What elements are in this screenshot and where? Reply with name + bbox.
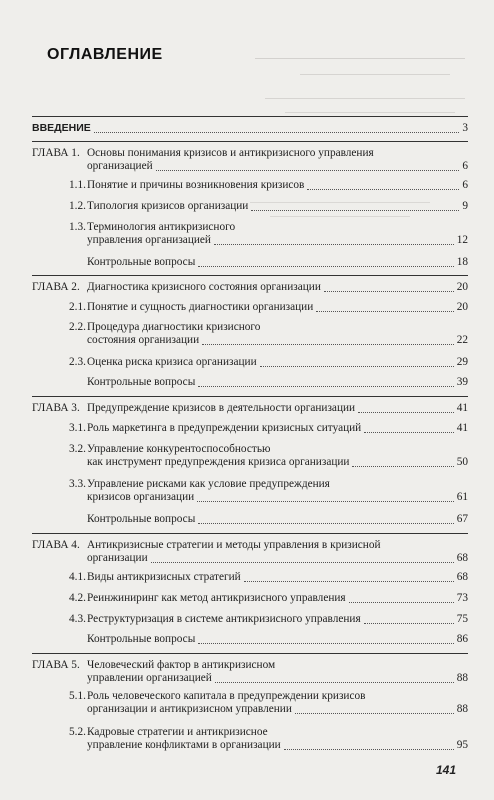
toc-entry-title: Роль маркетинга в предупреждении кризисных ситуаций (87, 422, 362, 434)
toc-entry-title: Понятие и причины возникновения кризисов (87, 179, 305, 191)
toc-entry-title: Антикризисные стратегии и методы управления в кризисной (87, 539, 381, 551)
toc-page-number: 41 (456, 422, 468, 434)
toc-entry-number: 5.2. (69, 726, 86, 738)
toc-entry-title: управления организацией (87, 234, 211, 246)
toc-entry-number: ГЛАВА 4. (32, 539, 80, 551)
leader-dots (358, 412, 454, 413)
toc-chapter[interactable] (32, 281, 468, 294)
toc-entry-number: ГЛАВА 3. (32, 402, 80, 414)
section-rule (32, 533, 468, 534)
toc-entry-number: 4.3. (69, 613, 86, 625)
toc-page-number: 68 (456, 552, 468, 564)
toc-entry-number: 5.1. (69, 690, 86, 702)
toc-entry-number: 3.1. (69, 422, 86, 434)
toc-chapter[interactable] (32, 402, 468, 415)
toc-entry[interactable] (32, 478, 468, 504)
toc-entry[interactable] (32, 571, 468, 584)
leader-dots (352, 466, 454, 467)
toc-page-number: 73 (456, 592, 468, 604)
toc-entry-number: 1.3. (69, 221, 86, 233)
toc-entry-number: 2.3. (69, 356, 86, 368)
toc-page-number: 88 (456, 703, 468, 715)
toc-page-number: 12 (456, 234, 468, 246)
toc-entry[interactable] (32, 690, 468, 716)
toc-entry-title: Понятие и сущность диагностики организации (87, 301, 314, 313)
toc-page-number: 18 (456, 256, 468, 268)
leader-dots (151, 562, 454, 563)
leader-dots (214, 244, 454, 245)
section-rule (32, 275, 468, 276)
leader-dots (324, 291, 454, 292)
leader-dots (284, 749, 454, 750)
toc-chapter[interactable] (32, 539, 468, 565)
toc-page-number: 22 (456, 334, 468, 346)
page-number: 141 (435, 763, 456, 777)
toc-chapter[interactable] (32, 659, 468, 685)
toc-page-number: 20 (456, 281, 468, 293)
toc-entry-title: ВВЕДЕНИЕ (32, 122, 91, 134)
toc-page-number: 50 (456, 456, 468, 468)
toc-entry-title: Реструктуризация в системе антикризисного управления (87, 613, 361, 625)
toc-entry-number: 3.3. (69, 478, 86, 490)
toc-page-number: 41 (456, 402, 468, 414)
toc-page-number: 6 (462, 179, 468, 191)
toc-entry-title: Контрольные вопросы (87, 376, 196, 388)
toc-entry-title: Человеческий фактор в антикризисном (87, 659, 276, 671)
toc-entry-number: 2.2. (69, 321, 86, 333)
toc-page-number: 75 (456, 613, 468, 625)
leader-dots (364, 432, 454, 433)
toc-entry-number: 4.1. (69, 571, 86, 583)
toc-entry[interactable] (32, 256, 468, 269)
toc-page-number: 9 (462, 200, 468, 212)
section-rule (32, 141, 468, 142)
leader-dots (307, 189, 459, 190)
toc-entry[interactable] (32, 443, 468, 469)
toc-entry-title: организации (87, 552, 148, 564)
toc-entry[interactable] (32, 122, 468, 135)
toc-entry-number: 2.1. (69, 301, 86, 313)
top-rule (32, 116, 468, 117)
section-rule (32, 396, 468, 397)
leader-dots (260, 366, 454, 367)
leader-dots (198, 386, 454, 387)
leader-dots (202, 344, 454, 345)
toc-page-number: 39 (456, 376, 468, 388)
toc-entry-title: Реинжиниринг как метод антикризисного управления (87, 592, 346, 604)
leader-dots (198, 523, 454, 524)
toc-entry-title: Контрольные вопросы (87, 256, 196, 268)
toc-page-number: 86 (456, 633, 468, 645)
toc-entry-number: 3.2. (69, 443, 86, 455)
toc-entry-number: ГЛАВА 1. (32, 147, 80, 159)
leader-dots (349, 602, 454, 603)
section-rule (32, 653, 468, 654)
toc-entry[interactable] (32, 613, 468, 626)
toc-entry[interactable] (32, 726, 468, 752)
toc-entry[interactable] (32, 592, 468, 605)
toc-page-number: 88 (456, 672, 468, 684)
leader-dots (197, 501, 454, 502)
toc-entry-title: управлении организацией (87, 672, 212, 684)
toc-entry-title: организацией (87, 160, 153, 172)
toc-entry-title: Роль человеческого капитала в предупреждении кризисов (87, 690, 366, 702)
toc-page-number: 20 (456, 301, 468, 313)
toc-entry-title: Предупреждение кризисов в деятельности организации (87, 402, 356, 414)
toc-entry[interactable] (32, 356, 468, 369)
leader-dots (156, 170, 459, 171)
toc-page-number: 95 (456, 739, 468, 751)
page-title: ОГЛАВЛЕНИЕ (47, 46, 163, 63)
toc-entry[interactable] (32, 513, 468, 526)
toc-page-number: 3 (462, 122, 468, 134)
toc-entry-title: Процедура диагностики кризисного (87, 321, 261, 333)
toc-entry-number: 1.2. (69, 200, 86, 212)
leader-dots (94, 132, 459, 133)
toc-entry-title: Типология кризисов организации (87, 200, 249, 212)
toc-page-number: 29 (456, 356, 468, 368)
toc-entry-title: Управление рисками как условие предупреждения (87, 478, 330, 490)
toc-entry-title: Контрольные вопросы (87, 633, 196, 645)
leader-dots (364, 623, 454, 624)
toc-entry[interactable] (32, 633, 468, 646)
toc-entry[interactable] (32, 301, 468, 314)
leader-dots (244, 581, 454, 582)
leader-dots (198, 266, 454, 267)
toc-entry-title: Оценка риска кризиса организации (87, 356, 257, 368)
toc-entry-number: 1.1. (69, 179, 86, 191)
leader-dots (251, 210, 459, 211)
toc-entry-title: Основы понимания кризисов и антикризисного управления (87, 147, 374, 159)
toc-entry[interactable] (32, 179, 468, 192)
toc-entry-title: Контрольные вопросы (87, 513, 196, 525)
toc-entry-title: Терминология антикризисного (87, 221, 236, 233)
toc-page-number: 67 (456, 513, 468, 525)
toc-entry-title: Управление конкурентоспособностью (87, 443, 271, 455)
toc-entry[interactable] (32, 422, 468, 435)
leader-dots (198, 643, 454, 644)
leader-dots (295, 713, 454, 714)
leader-dots (215, 682, 454, 683)
toc-chapter[interactable] (32, 147, 468, 173)
toc-entry[interactable] (32, 221, 468, 247)
toc-page-number: 68 (456, 571, 468, 583)
toc-entry-number: ГЛАВА 5. (32, 659, 80, 671)
toc-entry-title: Кадровые стратегии и антикризисное (87, 726, 268, 738)
toc-entry-title: управление конфликтами в организации (87, 739, 281, 751)
toc-entry[interactable] (32, 321, 468, 347)
toc-entry-number: 4.2. (69, 592, 86, 604)
toc-page-number: 61 (456, 491, 468, 503)
toc-entry-number: ГЛАВА 2. (32, 281, 80, 293)
toc-entry-title: кризисов организации (87, 491, 195, 503)
toc-entry[interactable] (32, 200, 468, 213)
toc-page-number: 6 (462, 160, 468, 172)
toc-entry[interactable] (32, 376, 468, 389)
toc-entry-title: как инструмент предупреждения кризиса организации (87, 456, 350, 468)
leader-dots (316, 311, 454, 312)
toc-entry-title: Виды антикризисных стратегий (87, 571, 241, 583)
toc-entry-title: состояния организации (87, 334, 200, 346)
toc-entry-title: организации и антикризисном управлении (87, 703, 292, 715)
toc-entry-title: Диагностика кризисного состояния организации (87, 281, 321, 293)
